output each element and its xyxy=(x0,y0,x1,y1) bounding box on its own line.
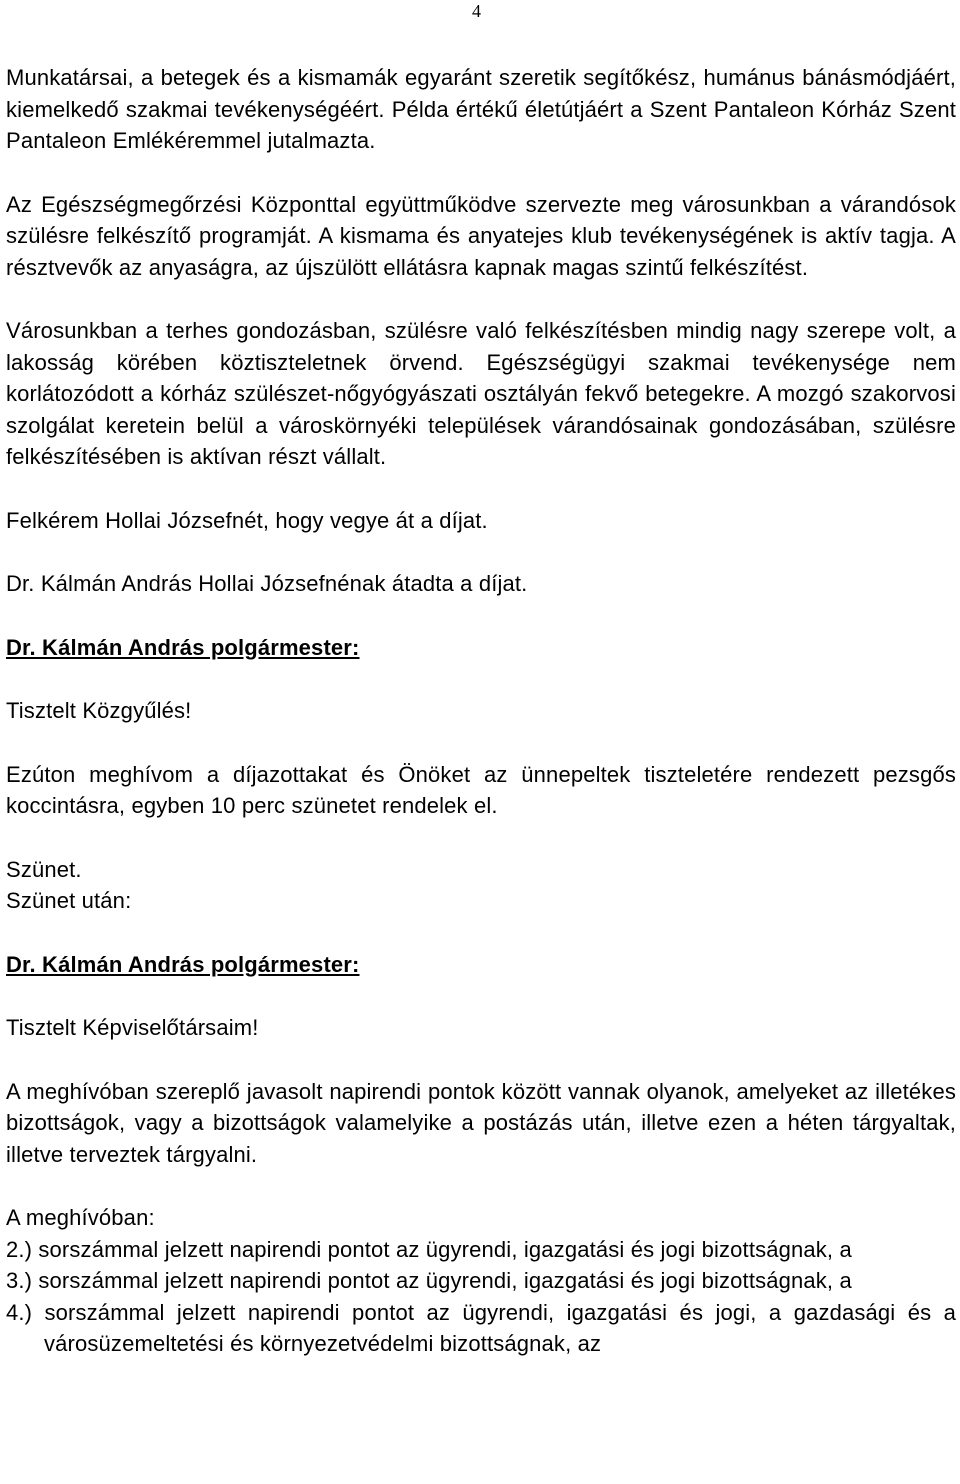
paragraph-invite-recipient: Felkérem Hollai Józsefnét, hogy vegye át a díjat. xyxy=(6,507,488,533)
speaker-heading-mayor: Dr. Kálmán András polgármester: xyxy=(6,634,360,660)
paragraph-after-break: Szünet után: xyxy=(6,888,132,913)
speaker-heading-mayor-2: Dr. Kálmán András polgármester: xyxy=(6,951,360,977)
paragraph-break: Szünet. xyxy=(6,856,82,882)
paragraph-career: Városunkban a terhes gondozásban, szülésre való felkészítésben mindig nagy szerepe volt, a lakosság körében köztiszteletnek örvend. Egészségügyi szakmai tevékenysége nem korlátozódott a kórház szülészet-nőgyógyászati osztályán fekvő betegekre. A mozgó szakorvosi szolgálat keretein belül a városkörnyéki települések várandósainak gondozásában, szülésre felkészítésében is aktívan részt vállalt. xyxy=(6,318,956,469)
agenda-list-item: 3.) sorszámmal jelzett napirendi pontot az ügyrendi, igazgatási és jogi bizottságnak, a xyxy=(6,1268,852,1293)
paragraph-agenda-intro: A meghívóban szereplő javasolt napirendi pontok között vannak olyanok, amelyeket az illetékes bizottságok, vagy a bizottságok valamelyike a postázás után, illetve ezen a héten tárgyaltak, illetve terveztek tárgyalni. xyxy=(6,1078,956,1167)
paragraph-greeting-assembly: Tisztelt Közgyűlés! xyxy=(6,698,192,723)
document-body xyxy=(6,62,956,1360)
agenda-list-item: 2.) sorszámmal jelzett napirendi pontot az ügyrendi, igazgatási és jogi bizottságnak, a xyxy=(6,1236,852,1262)
paragraph-greeting-representatives: Tisztelt Képviselőtársaim! xyxy=(6,1015,259,1040)
paragraph-award-handed: Dr. Kálmán András Hollai Józsefnénak átadta a díjat. xyxy=(6,571,528,596)
paragraph-program: Az Egészségmegőrzési Központtal együttműködve szervezte meg városunkban a várandósok szülésre felkészítő programját. A kismama és anyatejes klub tevékenységének is aktív tagja. A résztvevők az anyaságra, az újszülött ellátásra kapnak magas szintű felkészítést. xyxy=(6,191,956,280)
agenda-list-item: 4.) sorszámmal jelzett napirendi pontot az ügyrendi, igazgatási és jogi, a gazdasági és a városüzemeltetési és környezetvédelmi bizottságnak, az xyxy=(6,1299,956,1356)
paragraph-award-intro: Munkatársai, a betegek és a kismamák egyaránt szeretik segítőkész, humánus bánásmódjáért, kiemelkedő szakmai tevékenységéért. Példa értékű életútjáért a Szent Pantaleon Kórház Szent Pantaleon Emlékéremmel jutalmazta. xyxy=(6,65,956,153)
page-number: 4 xyxy=(472,1,481,21)
paragraph-invitation-label: A meghívóban: xyxy=(6,1205,155,1230)
paragraph-toast-break: Ezúton meghívom a díjazottakat és Önöket az ünnepeltek tiszteletére rendezett pezsgős koccintásra, egyben 10 perc szünetet rendelek el. xyxy=(6,761,956,818)
